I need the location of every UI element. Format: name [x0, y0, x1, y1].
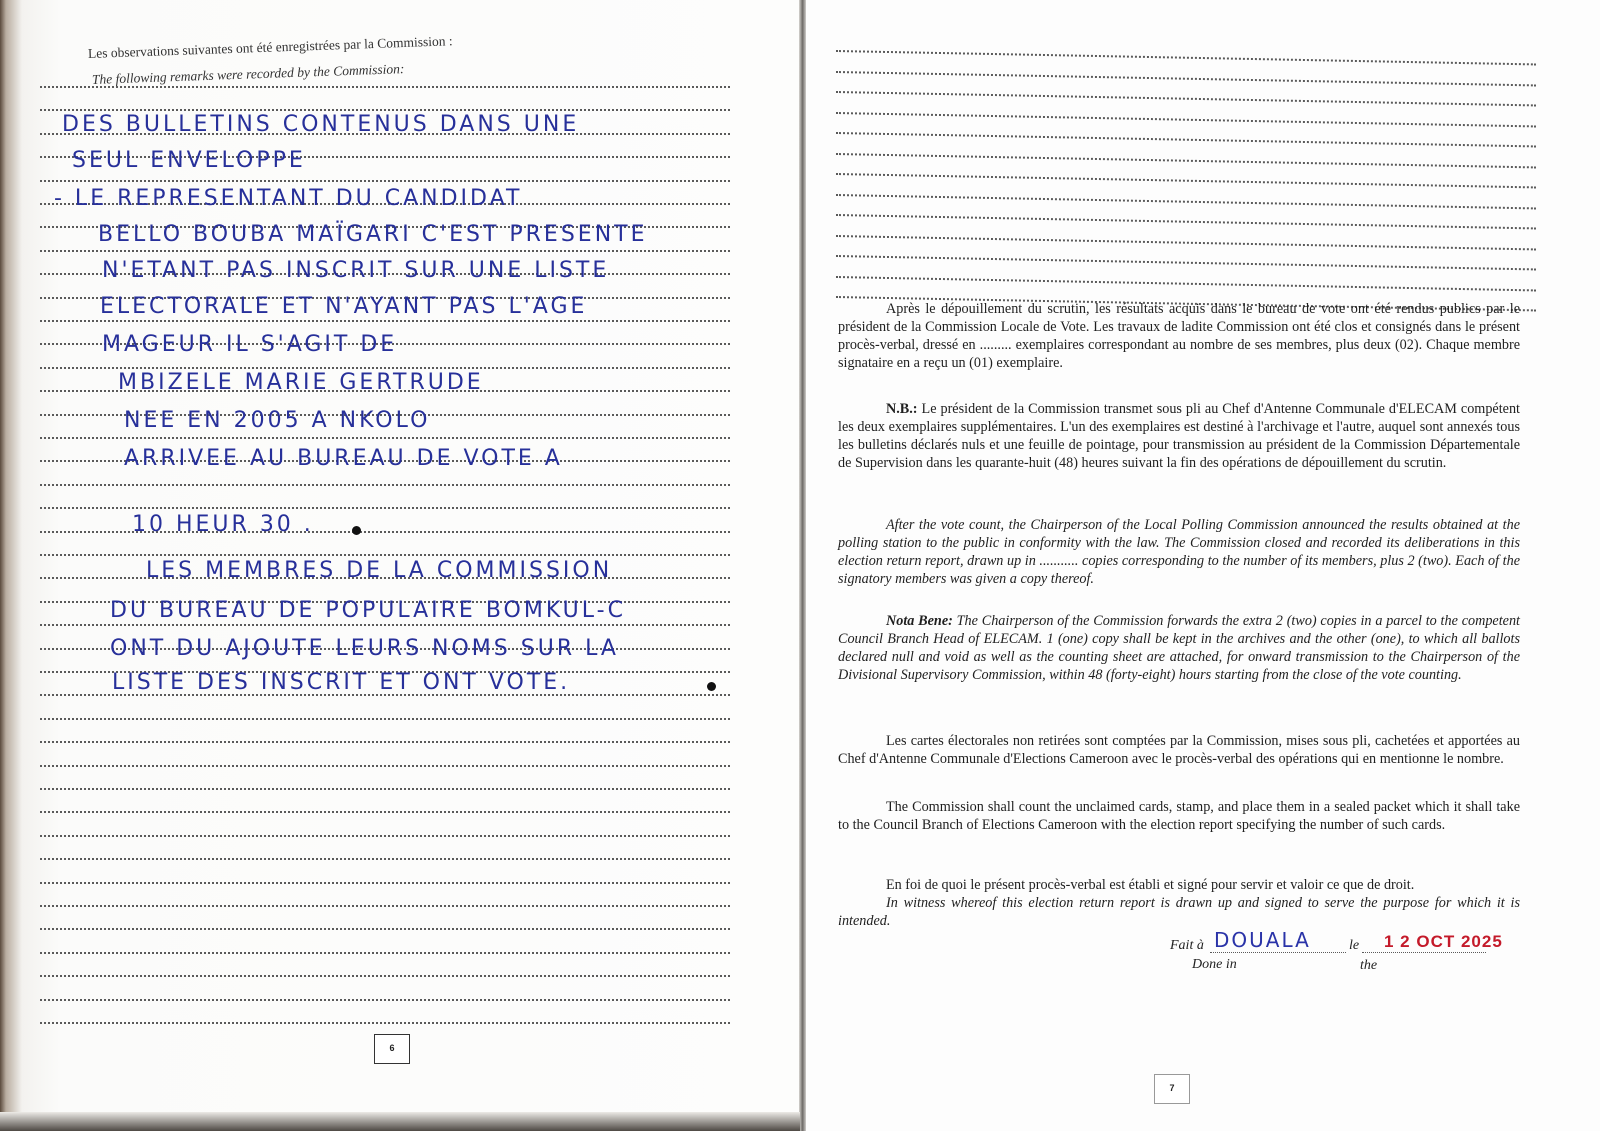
ruled-line — [836, 112, 1536, 127]
ruled-line — [836, 71, 1536, 86]
ruled-line — [40, 882, 730, 884]
date-dotted-line — [1362, 952, 1486, 953]
handwritten-text: BELLO BOUBA MAÏGARI C'EST PRESENTE — [98, 222, 648, 247]
handwritten-text: MBIZELE MARIE GERTRUDE — [118, 370, 484, 395]
ruled-line — [40, 554, 730, 556]
ruled-line — [40, 811, 730, 813]
ruled-line — [40, 835, 730, 837]
ruled-line — [40, 905, 730, 907]
ruled-line — [40, 765, 730, 767]
ruled-line — [836, 194, 1536, 209]
handwritten-line-13 — [110, 598, 626, 623]
paragraph-text: After the vote count, the Chairperson of the Local Polling Commission announced the results obtained at the polling station to the public in conformity with the law. The Commission closed and recorded its deliberations in this election return report, drawn up in ........... copies corresponding to the number of its members, plus 2 (two). Each of the signatory members was given a copy thereof. — [838, 517, 1520, 587]
ruled-line — [836, 173, 1536, 188]
ruled-line — [40, 367, 730, 369]
ruled-line — [836, 50, 1536, 65]
ruled-line — [836, 255, 1536, 270]
ruled-line — [836, 214, 1536, 229]
handwritten-text: MAGEUR IL S'AGIT DE — [102, 332, 398, 357]
handwritten-text: NEE EN 2005 A NKOLO — [124, 408, 431, 433]
paragraph-en-1 — [838, 516, 1520, 588]
paragraph-fr-nb — [838, 400, 1520, 472]
nb-label: Nota Bene: — [886, 613, 953, 629]
ruled-line — [836, 235, 1536, 250]
ruled-line — [40, 484, 730, 486]
book-gutter — [799, 0, 806, 1131]
paragraph-text: Après le dépouillement du scrutin, les résultats acquis dans le bureau de vote ont été rendus publics par le président de la Commission Locale de Vote. Les travaux de ladite Commission ont été clos et consignés dans le présent procès-verbal, dressé en ......... exemplaires correspondant au nombre de ses membres, plus deux (02). Chaque membre signataire en a reçu un (01) exemplaire. — [838, 301, 1520, 371]
ruled-line — [40, 180, 730, 182]
handwritten-text: DES BULLETINS CONTENUS DANS UNE — [62, 112, 580, 137]
paragraph-en-4 — [838, 894, 1520, 930]
ruled-line — [40, 788, 730, 790]
paragraph-text: Les cartes électorales non retirées sont comptées par la Commission, mises sous pli, cachetées et apportées au Chef d'Antenne Communale d'Elections Cameroon avec le procès-verbal des opérations qui en mentionne le nombre. — [838, 733, 1520, 767]
header-fr: Les observations suivantes ont été enregistrées par la Commission : — [87, 33, 453, 61]
handwritten-line-9 — [124, 408, 430, 433]
handwritten-line-11 — [132, 512, 314, 537]
handwritten-line-15 — [112, 670, 570, 695]
page-number: 6 — [389, 1043, 395, 1053]
ruled-line — [40, 250, 730, 252]
handwritten-line-10 — [124, 446, 563, 471]
handwritten-text: ELECTORALE ET N'AYANT PAS L'AGE — [100, 294, 588, 319]
header-en: The following remarks were recorded by the Commission: — [91, 61, 405, 87]
handwritten-text: 10 HEUR 30 . — [132, 512, 314, 537]
ruled-line — [836, 153, 1536, 168]
page-number-box — [374, 1034, 410, 1064]
left-page — [0, 0, 800, 1115]
handwritten-line-14 — [110, 636, 619, 661]
handwritten-text: LES MEMBRES DE LA COMMISSION — [146, 558, 613, 583]
ruled-line — [40, 741, 730, 743]
page-number-box — [1154, 1074, 1190, 1104]
ink-dot — [352, 526, 361, 535]
handwritten-text: LISTE DES INSCRIT ET ONT VOTE. — [112, 670, 571, 695]
paragraph-fr-1 — [838, 300, 1520, 372]
handwritten-text: - LE REPRESENTANT DU CANDIDAT — [54, 186, 523, 211]
handwritten-text: N'ETANT PAS INSCRIT SUR UNE LISTE — [102, 258, 610, 283]
ruled-line — [40, 507, 730, 509]
ruled-line — [836, 91, 1536, 106]
ruled-line — [40, 86, 730, 88]
ruled-line — [40, 952, 730, 954]
ink-dot — [707, 682, 716, 691]
handwritten-text: ARRIVEE AU BUREAU DE VOTE A — [124, 446, 563, 471]
handwritten-line-5 — [102, 258, 609, 283]
paragraph-text: The Commission shall count the unclaimed cards, stamp, and place them in a sealed packet which it shall take to the Council Branch of Elections Cameroon with the election report specifying the number of such cards. — [838, 799, 1520, 833]
ruled-line — [40, 1022, 730, 1024]
handwritten-text: DU BUREAU DE POPULAIRE BOMKUL-C — [110, 598, 626, 623]
handwritten-line-7 — [102, 332, 397, 357]
handwritten-line-2 — [72, 148, 306, 173]
place-dotted-line — [1210, 952, 1346, 953]
handwritten-line-1 — [62, 112, 579, 137]
fait-a-label: Fait à — [1170, 938, 1204, 953]
handwritten-text: ONT DU AJOUTE LEURS NOMS SUR LA — [110, 636, 619, 661]
paragraph-text: En foi de quoi le présent procès-verbal est établi et signé pour servir et valoir ce que de droit. — [886, 877, 1415, 893]
ruled-line — [836, 132, 1536, 147]
ruled-line — [40, 320, 730, 322]
done-in-label: Done in — [1192, 957, 1237, 972]
ruled-line — [40, 858, 730, 860]
the-label: the — [1360, 958, 1378, 973]
paragraph-en-3 — [838, 798, 1520, 834]
handwritten-line-6 — [100, 294, 587, 319]
ruled-line — [40, 718, 730, 720]
ruled-line — [40, 437, 730, 439]
page-number: 7 — [1169, 1083, 1175, 1093]
paragraph-fr-4 — [838, 876, 1520, 894]
page-edge-shadow — [0, 1112, 800, 1131]
handwritten-text: SEUL ENVELOPPE — [72, 148, 306, 173]
handwritten-line-12 — [146, 558, 612, 583]
place-value: DOUALA — [1214, 928, 1311, 952]
paragraph-text: The Chairperson of the Commission forwards the extra 2 (two) copies in a parcel to the competent Council Branch Head of ELECAM. 1 (one) copy shall be kept in the archives and the other (one), to which all ballots declared null and void as well as the counting sheet are attached, for onward transmission to the Chairperson of the Divisional Supervisory Commission, within 48 (forty-eight) hours starting from the close of the vote counting. — [838, 613, 1520, 683]
paragraph-text: In witness whereof this election return report is drawn up and signed to serve the purpose for which it is intended. — [838, 895, 1520, 929]
ruled-line — [40, 975, 730, 977]
ruled-line — [40, 624, 730, 626]
nb-label: N.B.: — [886, 401, 918, 417]
paragraph-en-nb — [838, 612, 1520, 684]
le-label: le — [1349, 938, 1360, 953]
handwritten-line-8 — [118, 370, 484, 395]
handwritten-line-4 — [98, 222, 648, 247]
date-value: 1 2 OCT 2025 — [1384, 932, 1503, 951]
ruled-line — [40, 999, 730, 1001]
ruled-line — [836, 276, 1536, 291]
paragraph-fr-3 — [838, 732, 1520, 768]
handwritten-line-3 — [54, 186, 522, 211]
ruled-line — [40, 928, 730, 930]
paragraph-text: Le président de la Commission transmet sous pli au Chef d'Antenne Communale d'ELECAM compétent les deux exemplaires supplémentaires. L'un des exemplaires est destiné à l'archivage et l'autre, auquel sont annexés tous les bulletins déclarés nuls et une feuille de pointage, pour transmission au président de la Commission Départementale de Supervision dans les quarante-huit (48) heures suivant la fin des opérations de dépouillement du scrutin. — [838, 401, 1520, 471]
